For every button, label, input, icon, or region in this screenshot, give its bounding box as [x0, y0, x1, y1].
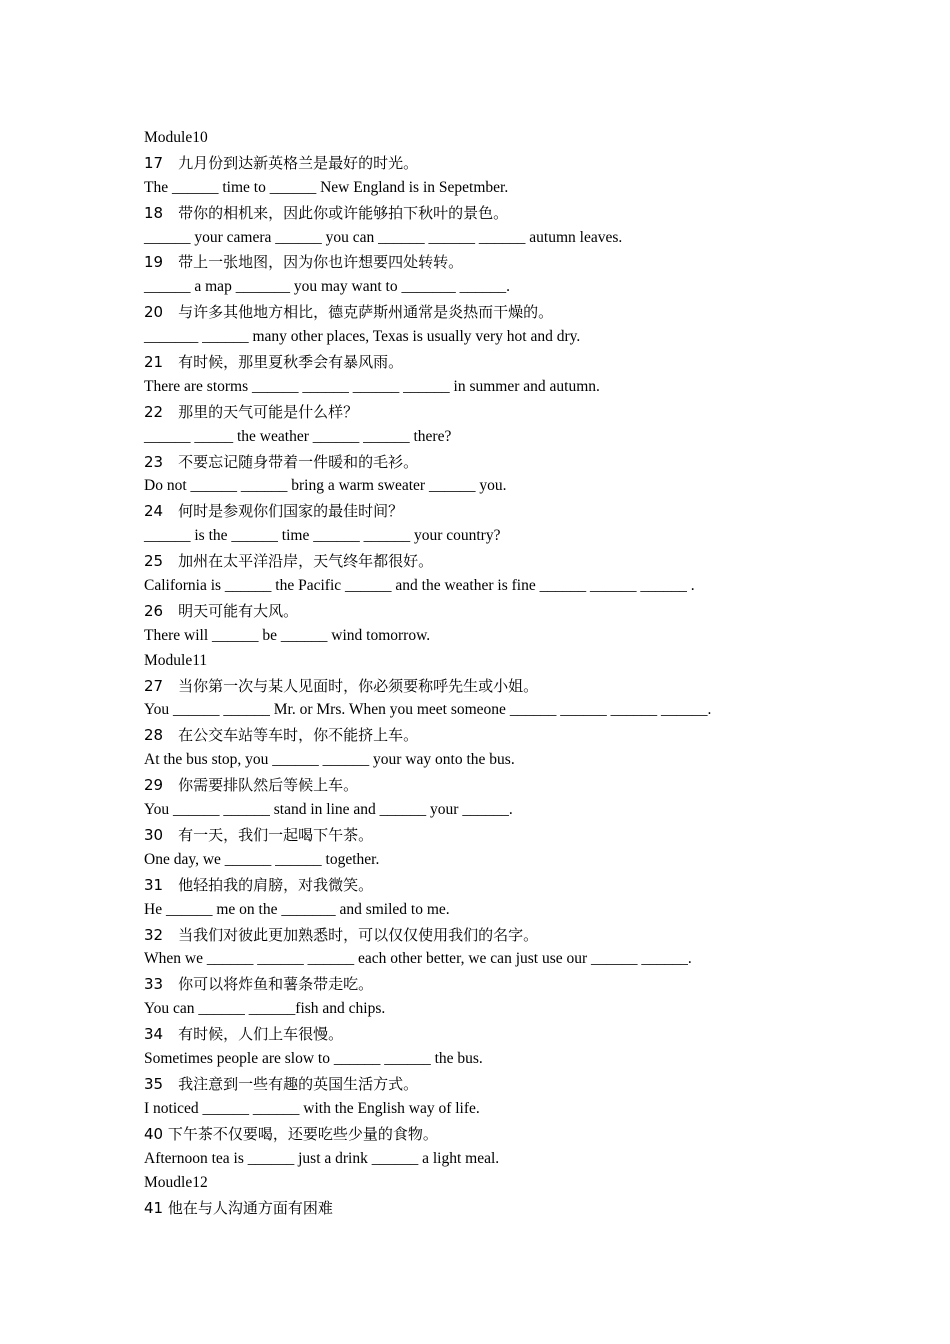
document-page	[144, 126, 844, 1221]
question-english: ______ your camera ______ you can ______ ______ ______ autumn leaves.	[144, 228, 623, 246]
question-english: There are storms ______ ______ ______ ______ in summer and autumn.	[144, 377, 600, 395]
question-chinese: 41 他在与人沟通方面有困难	[144, 1199, 333, 1218]
question-english: ______ is the ______ time ______ ______ your country?	[144, 527, 501, 545]
question-english: At the bus stop, you ______ ______ your way onto the bus.	[144, 751, 515, 769]
module-heading: Module10	[144, 129, 208, 146]
question-chinese: 34 有时候，人们上车很慢。	[144, 1025, 344, 1044]
question-chinese: 29 你需要排队然后等候上车。	[144, 776, 359, 795]
question-chinese: 35 我注意到一些有趣的英国生活方式。	[144, 1074, 419, 1093]
question-chinese: 27 当你第一次与某人见面时，你必须要称呼先生或小姐。	[144, 676, 539, 695]
question-chinese: 21 有时候，那里夏秋季会有暴风雨。	[144, 353, 404, 372]
question-english: You ______ ______ Mr. or Mrs. When you meet someone ______ ______ ______ ______.	[144, 701, 712, 719]
question-chinese: 25 加州在太平洋沿岸，天气终年都很好。	[144, 552, 434, 571]
question-english: Afternoon tea is ______ just a drink ______ a light meal.	[144, 1149, 500, 1167]
question-chinese: 20 与许多其他地方相比，德克萨斯州通常是炎热而干燥的。	[144, 303, 554, 322]
question-english: California is ______ the Pacific ______ and the weather is fine ______ ______ ______ .	[144, 577, 695, 595]
module-heading: Moudle12	[144, 1174, 208, 1192]
question-chinese: 30 有一天，我们一起喝下午茶。	[144, 825, 374, 844]
question-chinese: 33 你可以将炸鱼和薯条带走吃。	[144, 975, 374, 994]
question-chinese: 24 何时是参观你们国家的最佳时间？	[144, 502, 404, 521]
question-english: ______ _____ the weather ______ ______ there?	[144, 427, 452, 445]
question-chinese: 32 当我们对彼此更加熟悉时，可以仅仅使用我们的名字。	[144, 925, 539, 944]
question-english: ______ a map _______ you may want to _______ ______.	[144, 278, 510, 296]
question-chinese: 26 明天可能有大风。	[144, 601, 299, 620]
question-chinese: 18 带你的相机来，因此你或许能够拍下秋叶的景色。	[144, 203, 509, 222]
question-english: There will ______ be ______ wind tomorrow.	[144, 626, 431, 644]
question-chinese: 17 九月份到达新英格兰是最好的时光。	[144, 153, 419, 172]
question-chinese: 19 带上一张地图，因为你也许想要四处转转。	[144, 253, 464, 272]
question-chinese: 40 下午茶不仅要喝，还要吃些少量的食物。	[144, 1124, 438, 1143]
question-english: You can ______ ______fish and chips.	[144, 1000, 386, 1018]
question-english: He ______ me on the _______ and smiled to me.	[144, 900, 450, 918]
question-english: You ______ ______ stand in line and ______ your ______.	[144, 801, 513, 819]
question-chinese: 22 那里的天气可能是什么样？	[144, 402, 359, 421]
question-chinese: 28 在公交车站等车时，你不能挤上车。	[144, 726, 419, 745]
question-english: When we ______ ______ ______ each other better, we can just use our ______ ______.	[144, 950, 692, 968]
question-english: The ______ time to ______ New England is in Sepetmber.	[144, 178, 509, 196]
module-heading: Module11	[144, 651, 208, 669]
question-chinese: 31 他轻拍我的肩膀，对我微笑。	[144, 875, 374, 894]
question-english: _______ ______ many other places, Texas is usually very hot and dry.	[144, 328, 581, 346]
question-english: Do not ______ ______ bring a warm sweater ______ you.	[144, 477, 507, 495]
question-english: One day, we ______ ______ together.	[144, 850, 380, 868]
question-english: Sometimes people are slow to ______ ______ the bus.	[144, 1049, 483, 1067]
question-english: I noticed ______ ______ with the English way of life.	[144, 1099, 480, 1117]
question-chinese: 23 不要忘记随身带着一件暖和的毛衫。	[144, 452, 419, 471]
